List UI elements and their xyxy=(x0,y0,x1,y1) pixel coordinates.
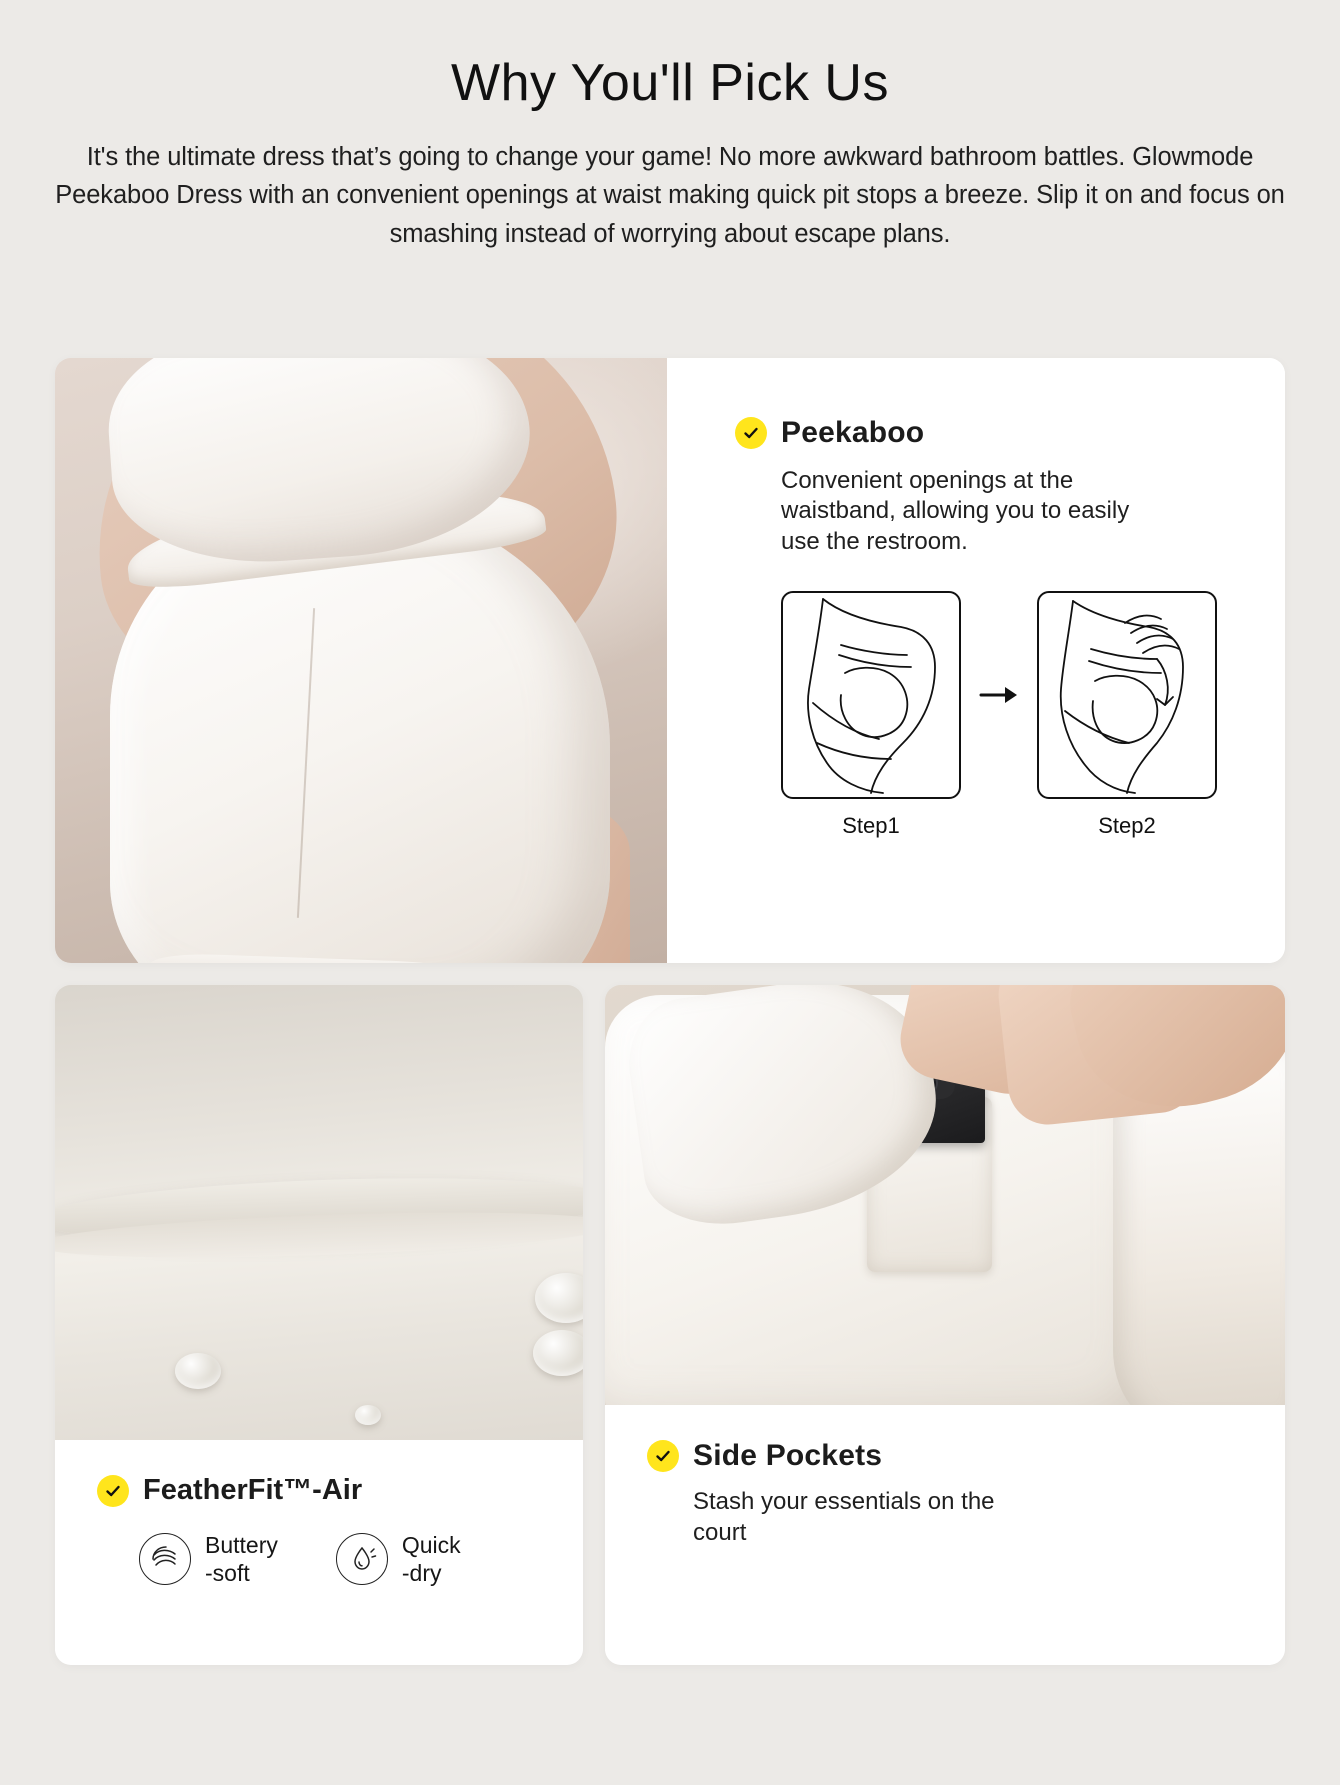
pockets-title: Side Pockets xyxy=(693,1439,883,1472)
soft-fabric-icon xyxy=(139,1533,191,1585)
pockets-description: Stash your essentials on the court xyxy=(693,1488,995,1546)
illustration-hip-open xyxy=(1037,591,1217,799)
pockets-heading xyxy=(647,1439,1285,1473)
fabric-attributes xyxy=(139,1531,583,1587)
page-intro-text: It's the ultimate dress that’s going to change your game! No more awkward bathroom battles. Glowmode Peekaboo Dress with an convenient openings at waist making quick pit stops a breeze. Slip it on and focus on smashing instead of worrying about escape plans. xyxy=(55,143,1285,248)
page-header xyxy=(0,0,1340,253)
attr-line-1: Quick xyxy=(401,1532,461,1558)
attribute-buttery-soft xyxy=(139,1531,278,1587)
step-2-caption: Step2 xyxy=(1098,813,1156,839)
attribute-quick-dry-label xyxy=(402,1531,461,1587)
peekaboo-heading xyxy=(735,416,1225,450)
check-icon xyxy=(97,1475,129,1507)
attr-line-2: -soft xyxy=(205,1560,250,1587)
fabric-title: FeatherFit™-Air xyxy=(143,1474,363,1506)
peekaboo-info xyxy=(667,358,1285,963)
check-icon xyxy=(647,1440,679,1472)
pocket-photo xyxy=(605,985,1285,1405)
step-1-caption: Step1 xyxy=(842,813,900,839)
fabric-info xyxy=(55,1440,583,1665)
fabric-photo xyxy=(55,985,583,1440)
feature-grid xyxy=(55,358,1285,1665)
water-drop-icon xyxy=(336,1533,388,1585)
attr-line-2: -dry xyxy=(401,1560,442,1587)
pockets-info xyxy=(605,1405,1285,1665)
page-title: Why You'll Pick Us xyxy=(451,54,889,112)
fabric-heading xyxy=(97,1474,583,1507)
pockets-card xyxy=(605,985,1285,1665)
bottom-feature-row xyxy=(55,985,1285,1665)
arrow-right-icon xyxy=(979,591,1019,799)
attribute-quick-dry xyxy=(336,1531,461,1587)
peekaboo-card xyxy=(55,358,1285,963)
step-2 xyxy=(1037,591,1217,839)
peekaboo-title: Peekaboo xyxy=(781,416,925,449)
steps-diagram xyxy=(781,591,1225,839)
attr-line-1: Buttery xyxy=(205,1532,278,1558)
check-icon xyxy=(735,417,767,449)
peekaboo-description: Convenient openings at the waistband, allowing you to easily use the restroom. xyxy=(781,467,1130,555)
step-1 xyxy=(781,591,961,839)
attribute-buttery-soft-label xyxy=(205,1531,278,1587)
hip-photo xyxy=(55,358,667,963)
fabric-card xyxy=(55,985,583,1665)
illustration-hip-closed xyxy=(781,591,961,799)
